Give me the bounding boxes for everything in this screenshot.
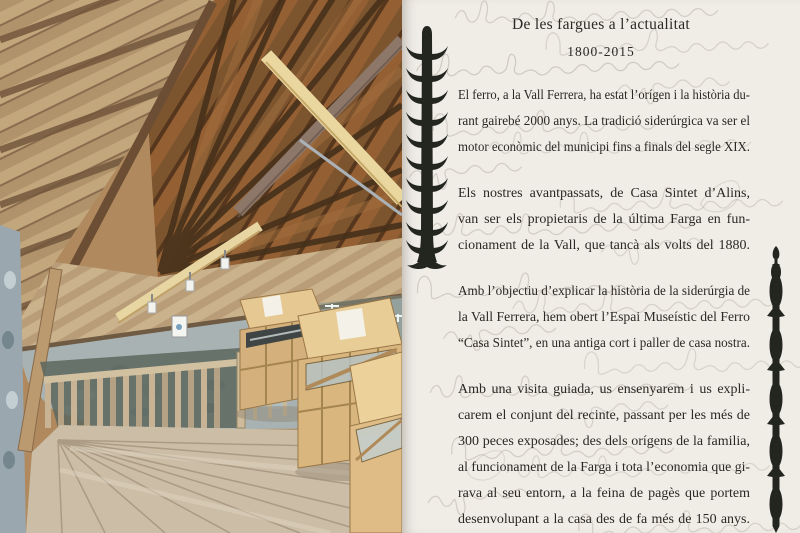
paragraph-museum-opening: [458, 279, 750, 357]
text-line: van ser els propietaris de la última Farga en fun-: [458, 212, 750, 227]
text-line: El ferro, a la Vall Ferrera, ha estat l’orígen i la història du-: [458, 88, 750, 103]
paragraph-casa-sintet: [458, 181, 750, 259]
text-line: rant gairebé 2000 anys. La tradició siderúrgica va ser el: [458, 114, 750, 129]
text-line: cionament de la Vall, que tancà als volts del 1880.: [458, 238, 750, 253]
display-chest-near: [350, 352, 402, 533]
text-line: carem el conjunt del recinte, passant per les més de: [458, 408, 750, 423]
paragraph-iron-history: [458, 83, 750, 161]
text-line: la Vall Ferrera, hem obert l’Espai Museístic del Ferro: [458, 310, 750, 325]
text-line: motor econòmic del municipi fins a finals del segle XIX.: [458, 140, 750, 155]
iron-scroll-ornament: [746, 244, 800, 533]
date-range: 1800-2015: [567, 44, 635, 59]
paragraph-guided-visit: [458, 377, 750, 533]
text-line: desenvolupant a la casa des de fa més de 150 anys.: [458, 512, 750, 527]
text-line: “Casa Sintet”, en una antiga cort i paller de casa nostra.: [458, 336, 750, 351]
text-line: 300 peces exposades; des dels orígens de la familia,: [458, 434, 750, 449]
text-line: al funcionament de la Farga i tota l’economia que gi-: [458, 460, 750, 475]
text-line: Els nostres avantpassats, de Casa Sintet d’Alins,: [458, 186, 750, 201]
text-line: Amb l’objectiu d’explicar la història de la siderúrgia de: [458, 284, 750, 299]
text-line: rava al seu entorn, a la feina de pagès que portem: [458, 486, 750, 501]
text-panel: [402, 0, 800, 533]
text-line: Amb una visita guiada, us ensenyarem i us expli-: [458, 382, 750, 397]
page-title: De les fargues a l’actualitat: [512, 16, 690, 33]
